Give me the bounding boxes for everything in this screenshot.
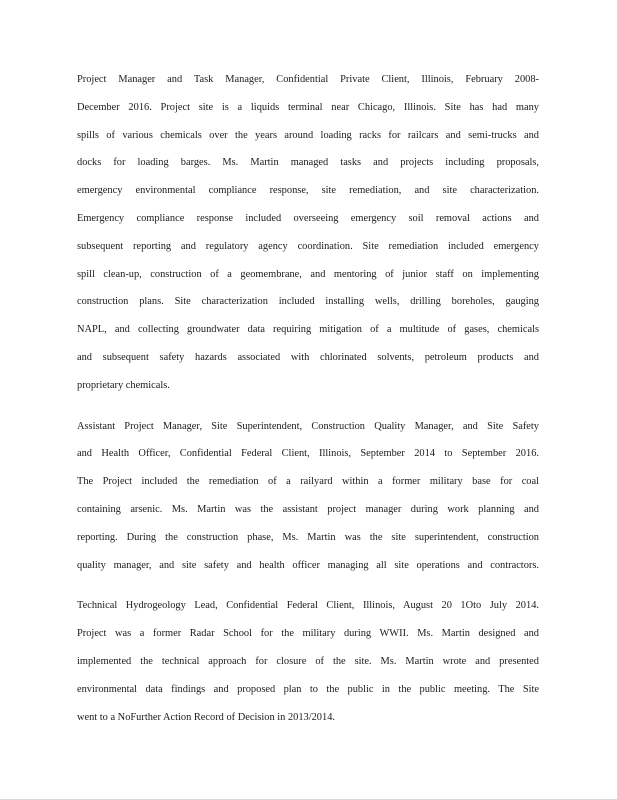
text-line: reporting. During the construction phase, Ms. Martin was the site superintendent, construction <box>77 531 539 543</box>
text-line: went to a NoFurther Action Record of Decision in 2013/2014. <box>77 711 335 723</box>
text-line: Project was a former Radar School for the military during WWII. Ms. Martin designed and <box>77 628 539 640</box>
text-line: spills of various chemicals over the years around loading racks for railcars and semi-trucks and <box>77 129 539 141</box>
text-line: Assistant Project Manager, Site Superintendent, Construction Quality Manager, and Site Safety <box>77 420 539 432</box>
text-line: construction plans. Site characterization included installing wells, drilling boreholes, gauging <box>77 296 539 308</box>
text-line: NAPL, and collecting groundwater data requiring mitigation of a multitude of gases, chemicals <box>77 324 539 336</box>
document-body <box>77 70 539 748</box>
text-line: Project Manager and Task Manager, Confidential Private Client, Illinois, February 2008- <box>77 74 539 85</box>
paragraph-radar-school-project <box>77 596 539 735</box>
text-line: December 2016. Project site is a liquids terminal near Chicago, Illinois. Site has had many <box>77 101 539 113</box>
text-line: docks for loading barges. Ms. Martin managed tasks and projects including proposals, <box>77 157 539 169</box>
paragraph-railyard-project <box>77 417 539 584</box>
text-line: and subsequent safety hazards associated with chlorinated solvents, petroleum products and <box>77 351 539 363</box>
text-line: proprietary chemicals. <box>77 379 170 391</box>
text-line: spill clean-up, construction of a geomembrane, and mentoring of junior staff on implementing <box>77 268 539 280</box>
text-line: The Project included the remediation of a railyard within a former military base for coal <box>77 476 539 488</box>
text-line: containing arsenic. Ms. Martin was the assistant project manager during work planning and <box>77 503 539 515</box>
text-line: Technical Hydrogeology Lead, Confidential Federal Client, Illinois, August 20 1Oto July 2014. <box>77 600 539 612</box>
text-line: and Health Officer, Confidential Federal Client, Illinois, September 2014 to September 2016. <box>77 448 539 460</box>
text-line: emergency environmental compliance response, site remediation, and site characterization. <box>77 185 539 197</box>
text-line: implemented the technical approach for closure of the site. Ms. Martin wrote and presented <box>77 655 539 667</box>
text-line: quality manager, and site safety and health officer managing all site operations and contractors. <box>77 559 539 571</box>
text-line: environmental data findings and proposed plan to the public in the public meeting. The Site <box>77 683 539 695</box>
text-line: subsequent reporting and regulatory agency coordination. Site remediation included emergency <box>77 240 539 252</box>
text-line: Emergency compliance response included overseeing emergency soil removal actions and <box>77 212 539 224</box>
paragraph-terminal-project <box>77 70 539 404</box>
